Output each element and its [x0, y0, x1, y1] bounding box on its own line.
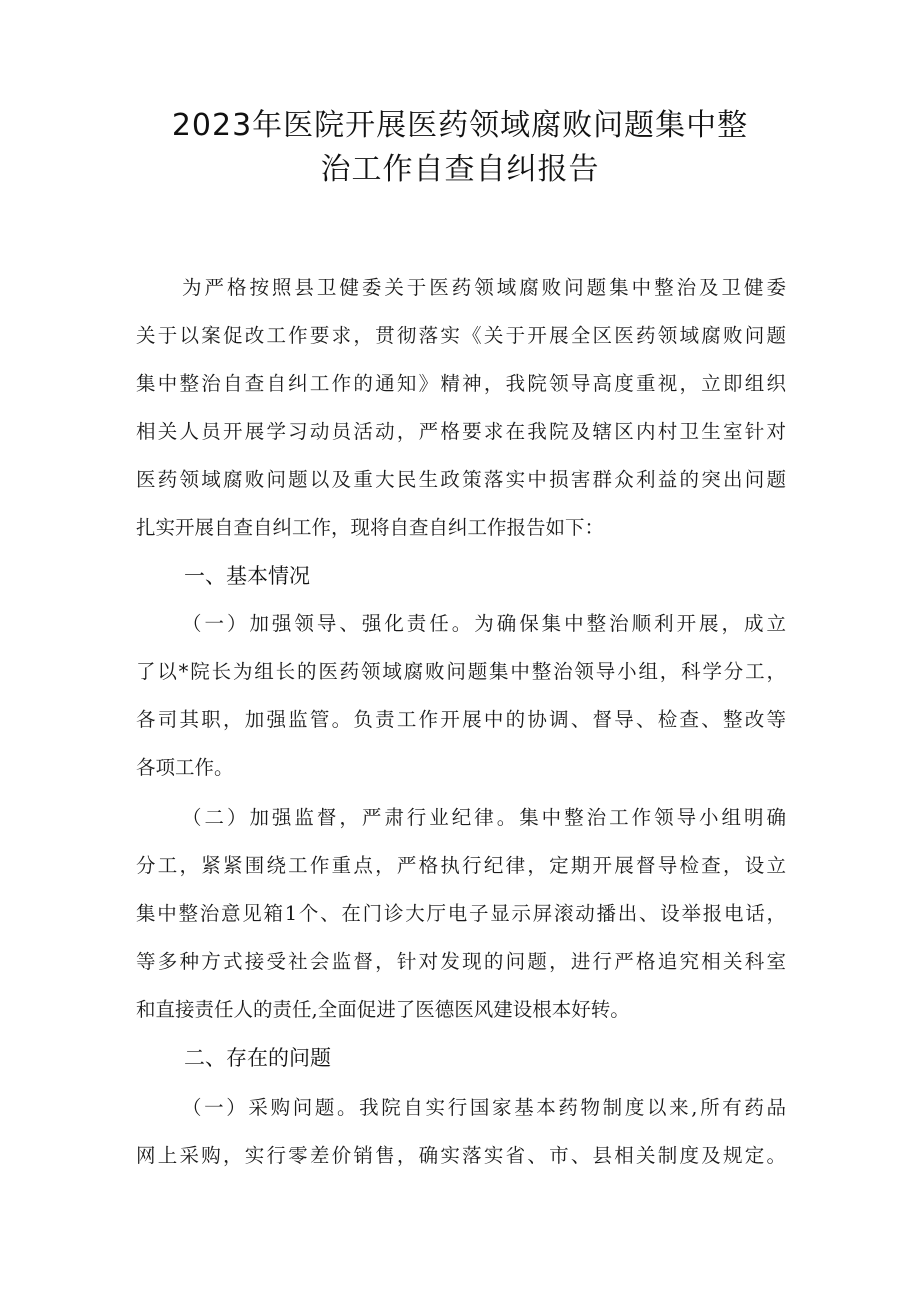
text-line: （二）加强监督，严肃行业纪律。集中整治工作领导小组明确: [182, 806, 786, 829]
text-line: 相关人员开展学习动员活动，严格要求在我院及辖区内村卫生室针对: [136, 420, 786, 443]
text-line: 和直接责任人的责任,全面促进了医德医风建设根本好转。: [136, 998, 630, 1021]
text-line: 关于以案促改工作要求，贯彻落实《关于开展全区医药领域腐败问题: [136, 324, 786, 347]
text-line: 医药领域腐败问题以及重大民生政策落实中损害群众利益的突出问题: [136, 468, 786, 491]
text-line: 各项工作。: [136, 756, 234, 779]
text-line: 为严格按照县卫健委关于医药领域腐败问题集中整治及卫健委: [182, 276, 786, 299]
section-heading-existing-problems: 二、存在的问题: [184, 1046, 331, 1070]
text-line: 集中整治自查自纠工作的通知》精神，我院领导高度重视，立即组织: [136, 372, 786, 395]
text-line: 等多种方式接受社会监督，针对发现的问题，进行严格追究相关科室: [136, 950, 786, 973]
text-line: 扎实开展自查自纠工作，现将自查自纠工作报告如下：: [136, 516, 605, 539]
section-heading-basic-situation: 一、基本情况: [184, 564, 310, 588]
text-line: （一）加强领导、强化责任。为确保集中整治顺利开展，成立: [182, 612, 786, 635]
text-line: 网上采购，实行零差价销售，确实落实省、市、县相关制度及规定。: [136, 1144, 786, 1167]
document-title-line-2: 治工作自查自纠报告: [320, 152, 600, 187]
text-line: 集中整治意见箱1个、在门诊大厅电子显示屏滚动播出、设举报电话，: [136, 902, 786, 925]
document-title-line-1: 2023年医院开展医药领域腐败问题集中整: [171, 108, 749, 143]
text-line: 各司其职，加强监管。负责工作开展中的协调、督导、检查、整改等: [136, 708, 786, 731]
text-line: 分工，紧紧围绕工作重点，严格执行纪律，定期开展督导检查，设立: [136, 854, 786, 877]
text-line: 了以*院长为组长的医药领域腐败问题集中整治领导小组，科学分工，: [136, 660, 786, 683]
text-line: （一）采购问题。我院自实行国家基本药物制度以来,所有药品: [182, 1096, 786, 1119]
